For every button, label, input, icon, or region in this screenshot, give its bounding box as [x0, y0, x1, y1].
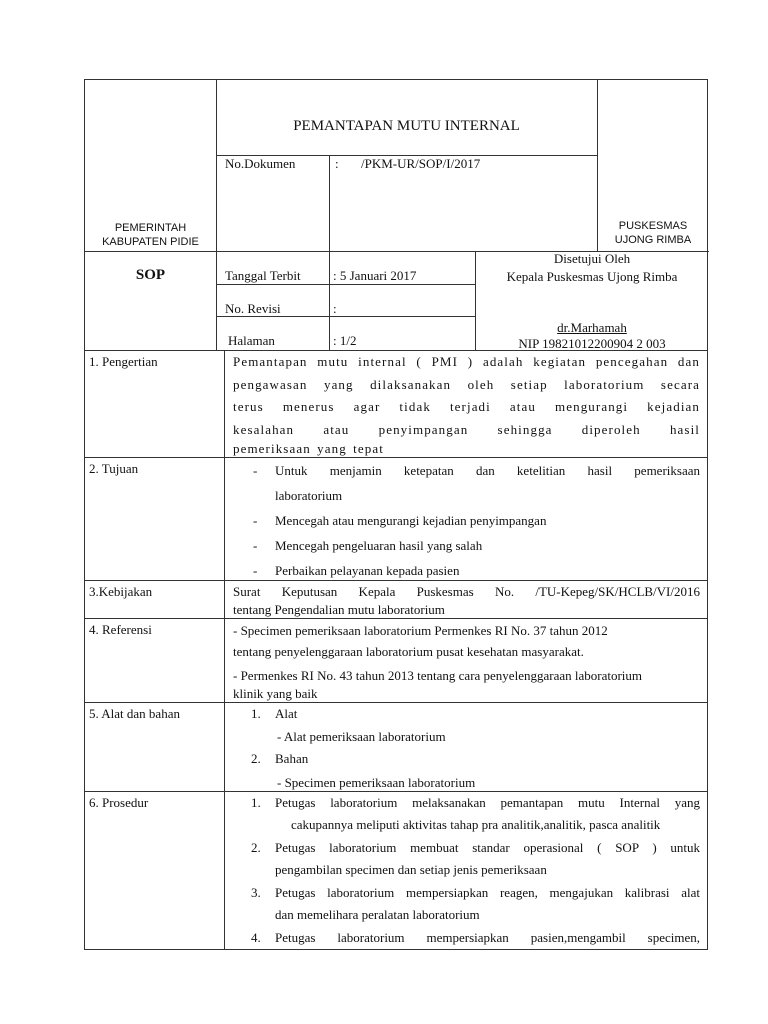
- section-content-prosedur: [225, 791, 708, 950]
- text-line: klinik yang baik: [233, 686, 318, 701]
- list-item: [233, 533, 700, 558]
- section-label-kebijakan: 3.Kebijakan: [85, 581, 225, 619]
- halaman-value: : 1/2: [333, 333, 357, 348]
- table-row: [85, 581, 708, 619]
- table-row: [85, 351, 708, 458]
- list-item: [233, 508, 700, 533]
- text-line: Alat: [275, 706, 298, 721]
- list-item: [233, 837, 700, 882]
- no-dokumen-sep: :: [335, 156, 339, 171]
- approval-line-1: Disetujui Oleh: [553, 251, 631, 266]
- text-line: terus menerus agar tidak terjadi atau mengurangi kejadian: [233, 399, 700, 414]
- text-line: kesalahan atau penyimpangan sehingga diperoleh hasil: [233, 421, 700, 437]
- text-line: dan memelihara peralatan laboratorium: [275, 907, 480, 922]
- section-content-pengertian: [225, 351, 708, 458]
- text-line: - Specimen pemeriksaan laboratorium Permenkes RI No. 37 tahun 2012: [233, 623, 608, 638]
- list-number: 2.: [251, 839, 261, 855]
- section-content-tujuan: [225, 458, 708, 581]
- list-item: [233, 882, 700, 927]
- table-row: [85, 619, 708, 703]
- text-line: Pemantapan mutu internal ( PMI ) adalah kegiatan pencegahan dan: [233, 354, 700, 369]
- left-org-line: PEMERINTAH: [114, 222, 187, 234]
- text-line: - Specimen pemeriksaan laboratorium: [277, 774, 476, 790]
- text-line: - Untuk menjamin ketepatan dan ketelitian hasil pemeriksaan: [275, 463, 700, 478]
- left-organization: [85, 221, 216, 249]
- text-line: Petugas laboratorium membuat standar operasional ( SOP ) untuk: [275, 839, 700, 855]
- list-item: [233, 927, 700, 950]
- text-line: Surat Keputusan Kepala Puskesmas No. /TU-Kepeg/SK/HCLB/VI/2016: [233, 584, 700, 599]
- no-dokumen-value: /PKM-UR/SOP/I/2017: [361, 156, 481, 171]
- text-line: - Permenkes RI No. 43 tahun 2013 tentang cara penyelenggaraan laboratorium: [233, 668, 642, 683]
- text-line: tentang penyelenggaraan laboratorium pusat kesehatan masyarakat.: [233, 644, 584, 659]
- list-item: [233, 458, 700, 508]
- approval-nip: NIP 19821012200904 2 003: [518, 336, 666, 351]
- list-number: 2.: [251, 751, 261, 766]
- text-line: pengambilan specimen dan setiap jenis pemeriksaan: [275, 862, 547, 877]
- text-line: - Mencegah atau mengurangi kejadian penyimpangan: [275, 513, 547, 528]
- document-title: PEMANTAPAN MUTU INTERNAL: [293, 118, 520, 134]
- left-org-line: KABUPATEN PIDIE: [102, 236, 199, 248]
- no-revisi-label: No. Revisi: [225, 301, 281, 316]
- text-line: Petugas laboratorium mempersiapkan reagen, mengajukan kalibrasi alat: [275, 884, 700, 900]
- table-row: [85, 791, 708, 950]
- section-label-referensi: 4. Referensi: [85, 619, 225, 703]
- tanggal-terbit-value: : 5 Januari 2017: [333, 268, 417, 283]
- section-label-tujuan: 2. Tujuan: [85, 458, 225, 581]
- section-content-referensi: [225, 619, 708, 703]
- text-line: laboratorium: [275, 488, 343, 503]
- text-line: pengawasan yang dilaksanakan oleh setiap laboratorium secara: [233, 376, 700, 392]
- text-line: cakupannya meliputi aktivitas tahap pra analitik,analitik, pasca analitik: [291, 817, 661, 832]
- table-row: [85, 458, 708, 581]
- text-line: Bahan: [275, 751, 309, 766]
- sop-header: [84, 79, 708, 350]
- sop-label: SOP: [135, 267, 166, 283]
- no-dokumen-label: No.Dokumen: [225, 156, 296, 171]
- list-number: 3.: [251, 884, 261, 900]
- approval-name: dr.Marhamah: [557, 320, 627, 335]
- text-line: - Perbaikan pelayanan kepada pasien: [275, 563, 460, 578]
- right-organization: [597, 219, 709, 247]
- tanggal-terbit-label: Tanggal Terbit: [225, 268, 301, 283]
- text-line: - Mencegah pengeluaran hasil yang salah: [275, 538, 483, 553]
- right-org-line: PUSKESMAS: [618, 220, 688, 232]
- list-item: [233, 703, 700, 748]
- list-item: [233, 558, 700, 580]
- text-line: - Alat pemeriksaan laboratorium: [277, 728, 446, 744]
- no-revisi-value: :: [333, 301, 337, 316]
- section-label-pengertian: 1. Pengertian: [85, 351, 225, 458]
- section-content-kebijakan: [225, 581, 708, 619]
- list-number: 4.: [251, 929, 261, 945]
- text-line: Petugas laboratorium melaksanakan pemantapan mutu Internal yang: [275, 794, 700, 810]
- approval-line-2: Kepala Puskesmas Ujong Rimba: [506, 269, 678, 284]
- list-number: 1.: [251, 706, 261, 721]
- text-line: pemeriksaan yang tepat: [233, 441, 384, 456]
- halaman-label: Halaman: [228, 333, 275, 348]
- section-label-alat: 5. Alat dan bahan: [85, 703, 225, 792]
- list-number: 1.: [251, 794, 261, 810]
- section-content-alat: [225, 703, 708, 792]
- table-row: [85, 703, 708, 792]
- sop-content-table: [84, 350, 708, 950]
- section-label-prosedur: 6. Prosedur: [85, 791, 225, 950]
- list-item: [233, 748, 700, 791]
- right-org-line: UJONG RIMBA: [614, 234, 692, 246]
- text-line: tentang Pengendalian mutu laboratorium: [233, 602, 445, 617]
- list-item: [233, 792, 700, 837]
- text-line: Petugas laboratorium mempersiapkan pasien,mengambil specimen,: [275, 929, 700, 945]
- sop-document: [84, 79, 708, 950]
